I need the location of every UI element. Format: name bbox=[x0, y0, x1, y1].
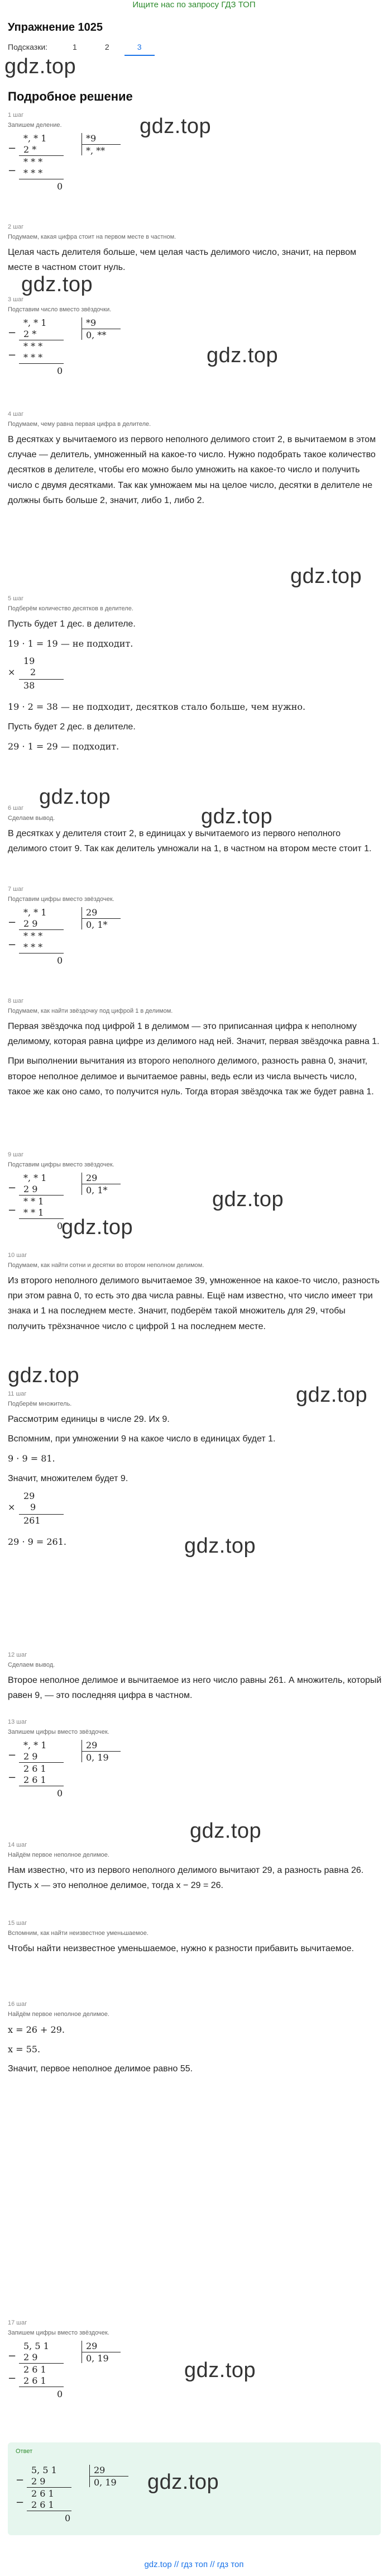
step-label: 12 шаг bbox=[8, 1652, 27, 1658]
watermark: gdz.top bbox=[290, 564, 362, 588]
step-hint: Запишем деление. bbox=[8, 122, 62, 129]
step-text: В десятках у вычитаемого из первого неполного делимого стоит 2, в вычитаемом в этом случае — делитель, умноженный на какое-то число. Нужно подобрать такое количество десятков в делителе, чтобы его можно было умножить на какое-то число и получить число с двумя десятками. Так как умножаем мы на целое число, десятки в делителе не должны быть больше 2, значит, либо 1, либо 2. bbox=[8, 435, 376, 505]
section-title: Подробное решение bbox=[8, 89, 133, 103]
step-hint: Найдём первое неполное делимое. bbox=[8, 2011, 109, 2018]
step-text: Второе неполное делимое и вычитаемое из него число равны 261. А множитель, который равен 9, — это последняя цифра в частном. bbox=[8, 1676, 382, 1701]
step-text: При выполнении вычитания из второго неполного делимого, разность равна 0, значит, второе неполное делимое и вычитаемое равны, ведь если из числа вычесть число, такое же как оно само, то получится нуль. Тогда вторая звёздочка так же будет равна 1. bbox=[8, 1056, 374, 1097]
step-text: Вспомним, при умножении 9 на какое число в единицах будет 1. bbox=[8, 1434, 276, 1444]
long-division: − − *, * 1 2 * * * * * * * 0 *9 0, ** bbox=[8, 317, 382, 385]
step-10 bbox=[8, 1252, 382, 1334]
step-text: Значит, множителем будет 9. bbox=[8, 1473, 128, 1483]
step-3 bbox=[8, 296, 382, 385]
step-hint: Подставим число вместо звёздочки. bbox=[8, 306, 112, 313]
equation: 9 · 9 = 81. bbox=[8, 1453, 55, 1464]
step-1 bbox=[8, 112, 382, 200]
equation: x = 26 + 29. bbox=[8, 2024, 65, 2035]
step-hint: Запишем цифры вместо звёздочек. bbox=[8, 2330, 109, 2336]
step-hint: Подумаем, какая цифра стоит на первом месте в частном. bbox=[8, 234, 176, 240]
step-8 bbox=[8, 998, 382, 1099]
step-11 bbox=[8, 1391, 382, 1549]
step-label: 17 шаг bbox=[8, 2319, 27, 2326]
step-hint: Подставим цифры вместо звёздочек. bbox=[8, 896, 114, 903]
hints-tabs bbox=[8, 42, 155, 56]
watermark: gdz.top bbox=[140, 115, 212, 138]
watermark: gdz.top bbox=[184, 1534, 256, 1558]
equation: 19 · 2 = 38 — не подходит, десятков стало больше, чем нужно. bbox=[8, 701, 306, 713]
step-hint: Сделаем вывод. bbox=[8, 1662, 55, 1668]
step-text: Пусть будет 2 дес. в делителе. bbox=[8, 722, 136, 732]
step-text: В десятках у делителя стоит 2, в единицах у вычитаемого из первого неполного делимого стоит 9. Так как делитель умножали на 1, в частном на втором месте стоит 1. bbox=[8, 829, 372, 854]
watermark: gdz.top bbox=[201, 805, 273, 828]
step-label: 4 шаг bbox=[8, 411, 24, 418]
step-text: Чтобы найти неизвестное уменьшаемое, нужно к разности прибавить вычитаемое. bbox=[8, 1944, 354, 1953]
tab-1[interactable]: 1 bbox=[73, 42, 77, 51]
step-14 bbox=[8, 1842, 382, 1893]
step-text: Целая часть делителя больше, чем целая часть делимого число, значит, на первом месте в частном стоит нуль. bbox=[8, 248, 357, 273]
step-label: 10 шаг bbox=[8, 1252, 27, 1259]
watermark: gdz.top bbox=[296, 1383, 368, 1407]
watermark: gdz.top bbox=[4, 55, 76, 78]
long-division: − − *, * 1 2 9 * * 1 * * 1 0 29 0, 1* bbox=[8, 1173, 382, 1240]
step-12 bbox=[8, 1652, 382, 1703]
step-hint: Вспомним, как найти неизвестное уменьшаемое. bbox=[8, 1930, 149, 1937]
step-hint: Подумаем, чему равна первая цифра в делителе. bbox=[8, 421, 151, 428]
step-label: 15 шаг bbox=[8, 1920, 27, 1927]
tab-2[interactable]: 2 bbox=[104, 42, 109, 51]
watermark: gdz.top bbox=[207, 344, 279, 367]
step-hint: Подумаем, как найти звёздочку под цифрой 1 в делимом. bbox=[8, 1008, 173, 1014]
answer-box bbox=[8, 2442, 381, 2535]
equation: x = 55. bbox=[8, 2044, 41, 2055]
step-label: 1 шаг bbox=[8, 112, 24, 118]
watermark: gdz.top bbox=[190, 1819, 262, 1843]
step-label: 6 шаг bbox=[8, 805, 24, 812]
step-5 bbox=[8, 595, 382, 754]
search-hint-link[interactable]: Ищите нас по запросу ГДЗ ТОП bbox=[132, 0, 256, 10]
step-2 bbox=[8, 224, 382, 275]
step-label: 5 шаг bbox=[8, 595, 24, 602]
step-text: Из второго неполного делимого вычитаемое 39, умноженное на какое-то число, разность при этом равна 0, то есть это два числа равны. Ещё нам известно, что число имеет три знака и 1 на последнем месте. Значит, подберём такой множитель для 29, чтобы получить трёхзначное число с цифрой 1 на последнем месте. bbox=[8, 1276, 380, 1331]
step-text: Нам известно, что из первого неполного делимого вычитают 29, а разность равна 26. Пусть x — это неполное делимое, тогда x − 29 = 26. bbox=[8, 1866, 364, 1891]
watermark: gdz.top bbox=[61, 1216, 133, 1239]
watermark: gdz.top bbox=[147, 2470, 219, 2494]
tab-3[interactable]: 3 bbox=[124, 42, 155, 56]
page-title: Упражнение 1025 bbox=[8, 21, 103, 34]
column-multiplication: × 29 9 261 bbox=[8, 1491, 382, 1530]
step-hint: Сделаем вывод. bbox=[8, 815, 55, 822]
watermark: gdz.top bbox=[8, 1364, 80, 1387]
step-4 bbox=[8, 411, 382, 508]
step-hint: Подумаем, как найти сотни и десятки во втором неполном делимом. bbox=[8, 1262, 204, 1269]
watermark: gdz.top bbox=[39, 785, 111, 809]
equation: 29 · 1 = 29 — подходит. bbox=[8, 741, 119, 752]
step-label: 16 шаг bbox=[8, 2001, 27, 2008]
long-division: − − *, * 1 2 9 * * * * * * 0 29 0, 1* bbox=[8, 907, 382, 974]
watermark: gdz.top bbox=[212, 1188, 284, 1211]
step-label: 3 шаг bbox=[8, 296, 24, 303]
step-hint: Запишем цифры вместо звёздочек. bbox=[8, 1729, 109, 1735]
long-division: − − *, * 1 2 9 2 6 1 2 6 1 0 29 0, 19 bbox=[8, 1740, 382, 1807]
step-text: Значит, первое неполное делимое равно 55. bbox=[8, 2064, 193, 2074]
step-hint: Подберём количество десятков в делителе. bbox=[8, 605, 133, 612]
step-hint: Подставим цифры вместо звёздочек. bbox=[8, 1161, 114, 1168]
step-label: 11 шаг bbox=[8, 1391, 27, 1397]
step-16 bbox=[8, 2001, 382, 2077]
step-label: 14 шаг bbox=[8, 1842, 27, 1848]
step-15 bbox=[8, 1920, 382, 1956]
step-text: Пусть будет 1 дес. в делителе. bbox=[8, 619, 136, 629]
watermark: gdz.top bbox=[21, 273, 93, 296]
step-hint: Найдём первое неполное делимое. bbox=[8, 1852, 109, 1858]
step-label: 2 шаг bbox=[8, 224, 24, 230]
hints-label: Подсказки: bbox=[8, 42, 48, 51]
footer-links[interactable]: gdz.top // гдз топ // гдз топ bbox=[144, 2560, 244, 2569]
equation: 29 · 9 = 261. bbox=[8, 1536, 66, 1547]
step-label: 8 шаг bbox=[8, 998, 24, 1004]
step-text: Рассмотрим единицы в числе 29. Их 9. bbox=[8, 1415, 170, 1424]
watermark: gdz.top bbox=[184, 2359, 256, 2382]
step-text: Первая звёздочка под цифрой 1 в делимом — это приписанная цифра к неполному делимому, которая равна цифре из делимого над ней. Значит, первая звёздочка равна 1. bbox=[8, 1022, 380, 1047]
column-multiplication: × 19 2 38 bbox=[8, 656, 382, 695]
step-hint: Подберём множитель. bbox=[8, 1401, 72, 1407]
long-division: − − *, * 1 2 * * * * * * * 0 *9 *, ** bbox=[8, 133, 382, 200]
step-label: 7 шаг bbox=[8, 886, 24, 893]
equation: 19 · 1 = 19 — не подходит. bbox=[8, 638, 133, 649]
long-division: − − 5, 5 1 2 9 2 6 1 2 6 1 0 29 0, 19 bbox=[8, 2341, 382, 2408]
long-division: − − 5, 5 1 2 9 2 6 1 2 6 1 0 29 0, 19 bbox=[16, 2465, 161, 2532]
step-7 bbox=[8, 886, 382, 974]
step-13 bbox=[8, 1719, 382, 1807]
answer-label: Ответ bbox=[16, 2448, 33, 2455]
step-label: 9 шаг bbox=[8, 1151, 24, 1158]
step-6 bbox=[8, 805, 382, 856]
step-label: 13 шаг bbox=[8, 1719, 27, 1725]
